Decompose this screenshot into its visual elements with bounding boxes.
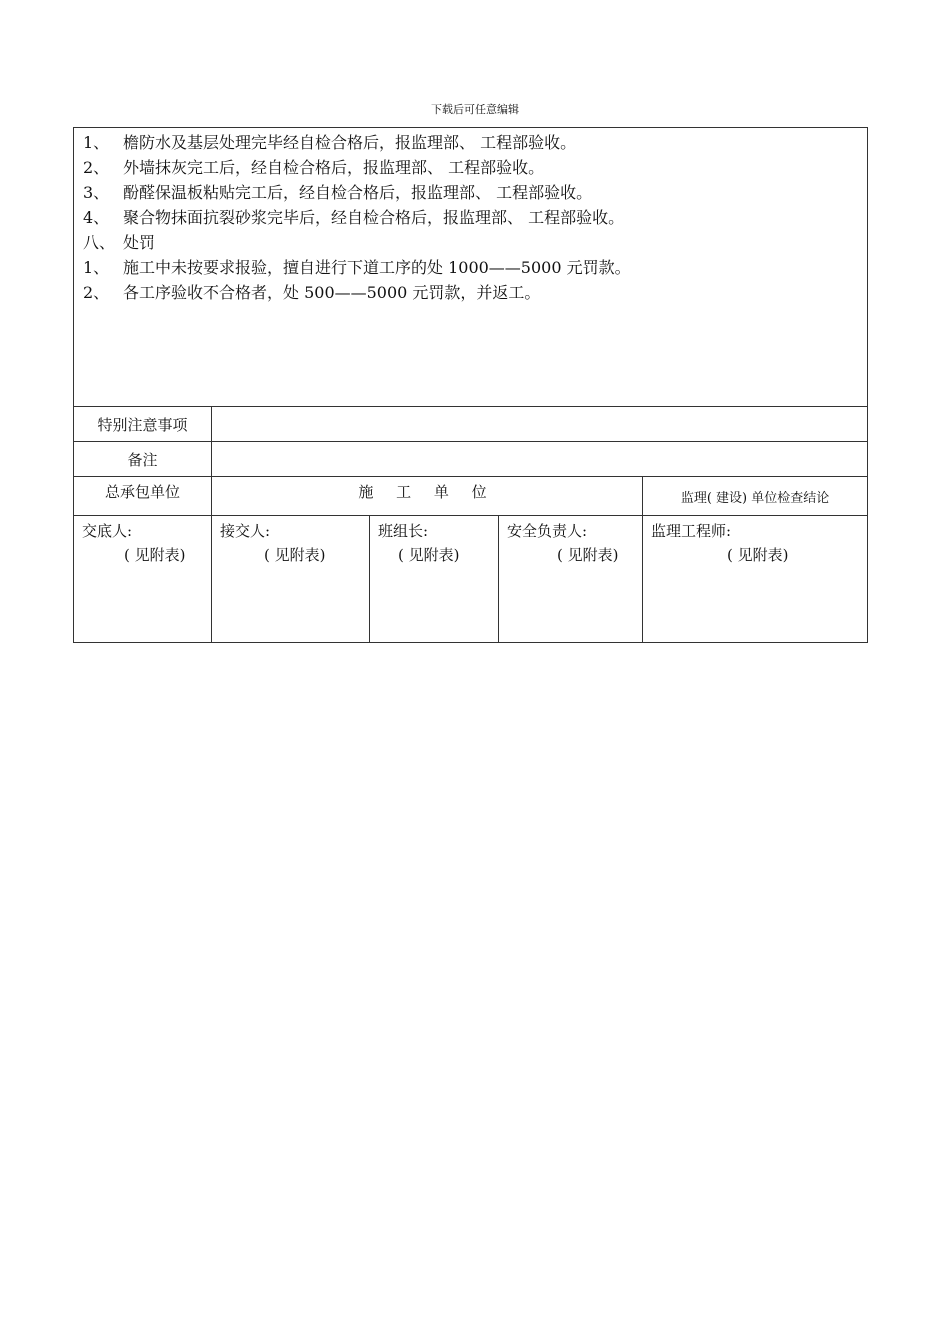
remarks-label: 备注 [74, 442, 212, 477]
content-line [83, 180, 867, 205]
signature-label: 交底人: [82, 522, 133, 540]
section-number: 八、 [83, 233, 116, 252]
line-text: 聚合物抹面抗裂砂浆完毕后，经自检合格后，报监理部、 工程部验收。 [123, 208, 625, 227]
content-line [83, 280, 867, 305]
signature-cell-briefer [74, 516, 212, 643]
signature-label: 班组长: [378, 522, 429, 540]
line-text: 外墙抹灰完工后，经自检合格后，报监理部、 工程部验收。 [123, 158, 545, 177]
special-notes-label: 特别注意事项 [74, 407, 212, 442]
remarks-field [212, 442, 868, 477]
line-number: 4、 [83, 208, 110, 227]
page-header-note: 下载后可任意编辑 [431, 103, 519, 116]
line-number: 1、 [83, 133, 110, 152]
content-line [83, 130, 867, 155]
content-line [83, 205, 867, 230]
content-line [83, 155, 867, 180]
line-text: 各工序验收不合格者，处 500——5000 元罚款，并返工。 [123, 283, 541, 302]
signature-note: ( 见附表) [264, 546, 326, 564]
signature-label: 安全负责人: [507, 522, 588, 540]
line-text: 酚醛保温板粘贴完工后，经自检合格后，报监理部、 工程部验收。 [123, 183, 593, 202]
signature-label: 接交人: [220, 522, 271, 540]
signature-note: ( 见附表) [398, 546, 460, 564]
signature-note: ( 见附表) [557, 546, 619, 564]
special-notes-field [212, 407, 868, 442]
signature-label: 监理工程师: [651, 522, 732, 540]
handover-form-table [73, 127, 868, 643]
supervision-conclusion-heading: 监理( 建设) 单位检查结论 [643, 477, 868, 516]
signature-cell-supervising-engineer [643, 516, 868, 643]
line-number: 1、 [83, 258, 110, 277]
signature-cell-team-leader [370, 516, 499, 643]
signature-cell-receiver [212, 516, 370, 643]
line-number: 2、 [83, 158, 110, 177]
signature-note: ( 见附表) [727, 546, 789, 564]
content-line [83, 255, 867, 280]
line-text: 施工中未按要求报验，擅自进行下道工序的处 1000——5000 元罚款。 [123, 258, 631, 277]
signature-cell-safety-officer [499, 516, 643, 643]
section-heading-penalty [83, 230, 867, 255]
line-number: 3、 [83, 183, 110, 202]
content-cell [74, 128, 868, 407]
general-contractor-heading: 总承包单位 [74, 477, 212, 516]
section-title: 处罚 [123, 233, 156, 252]
line-number: 2、 [83, 283, 110, 302]
line-text: 檐防水及基层处理完毕经自检合格后，报监理部、 工程部验收。 [123, 133, 577, 152]
signature-note: ( 见附表) [124, 546, 186, 564]
construction-unit-heading: 施 工 单 位 [212, 477, 643, 516]
